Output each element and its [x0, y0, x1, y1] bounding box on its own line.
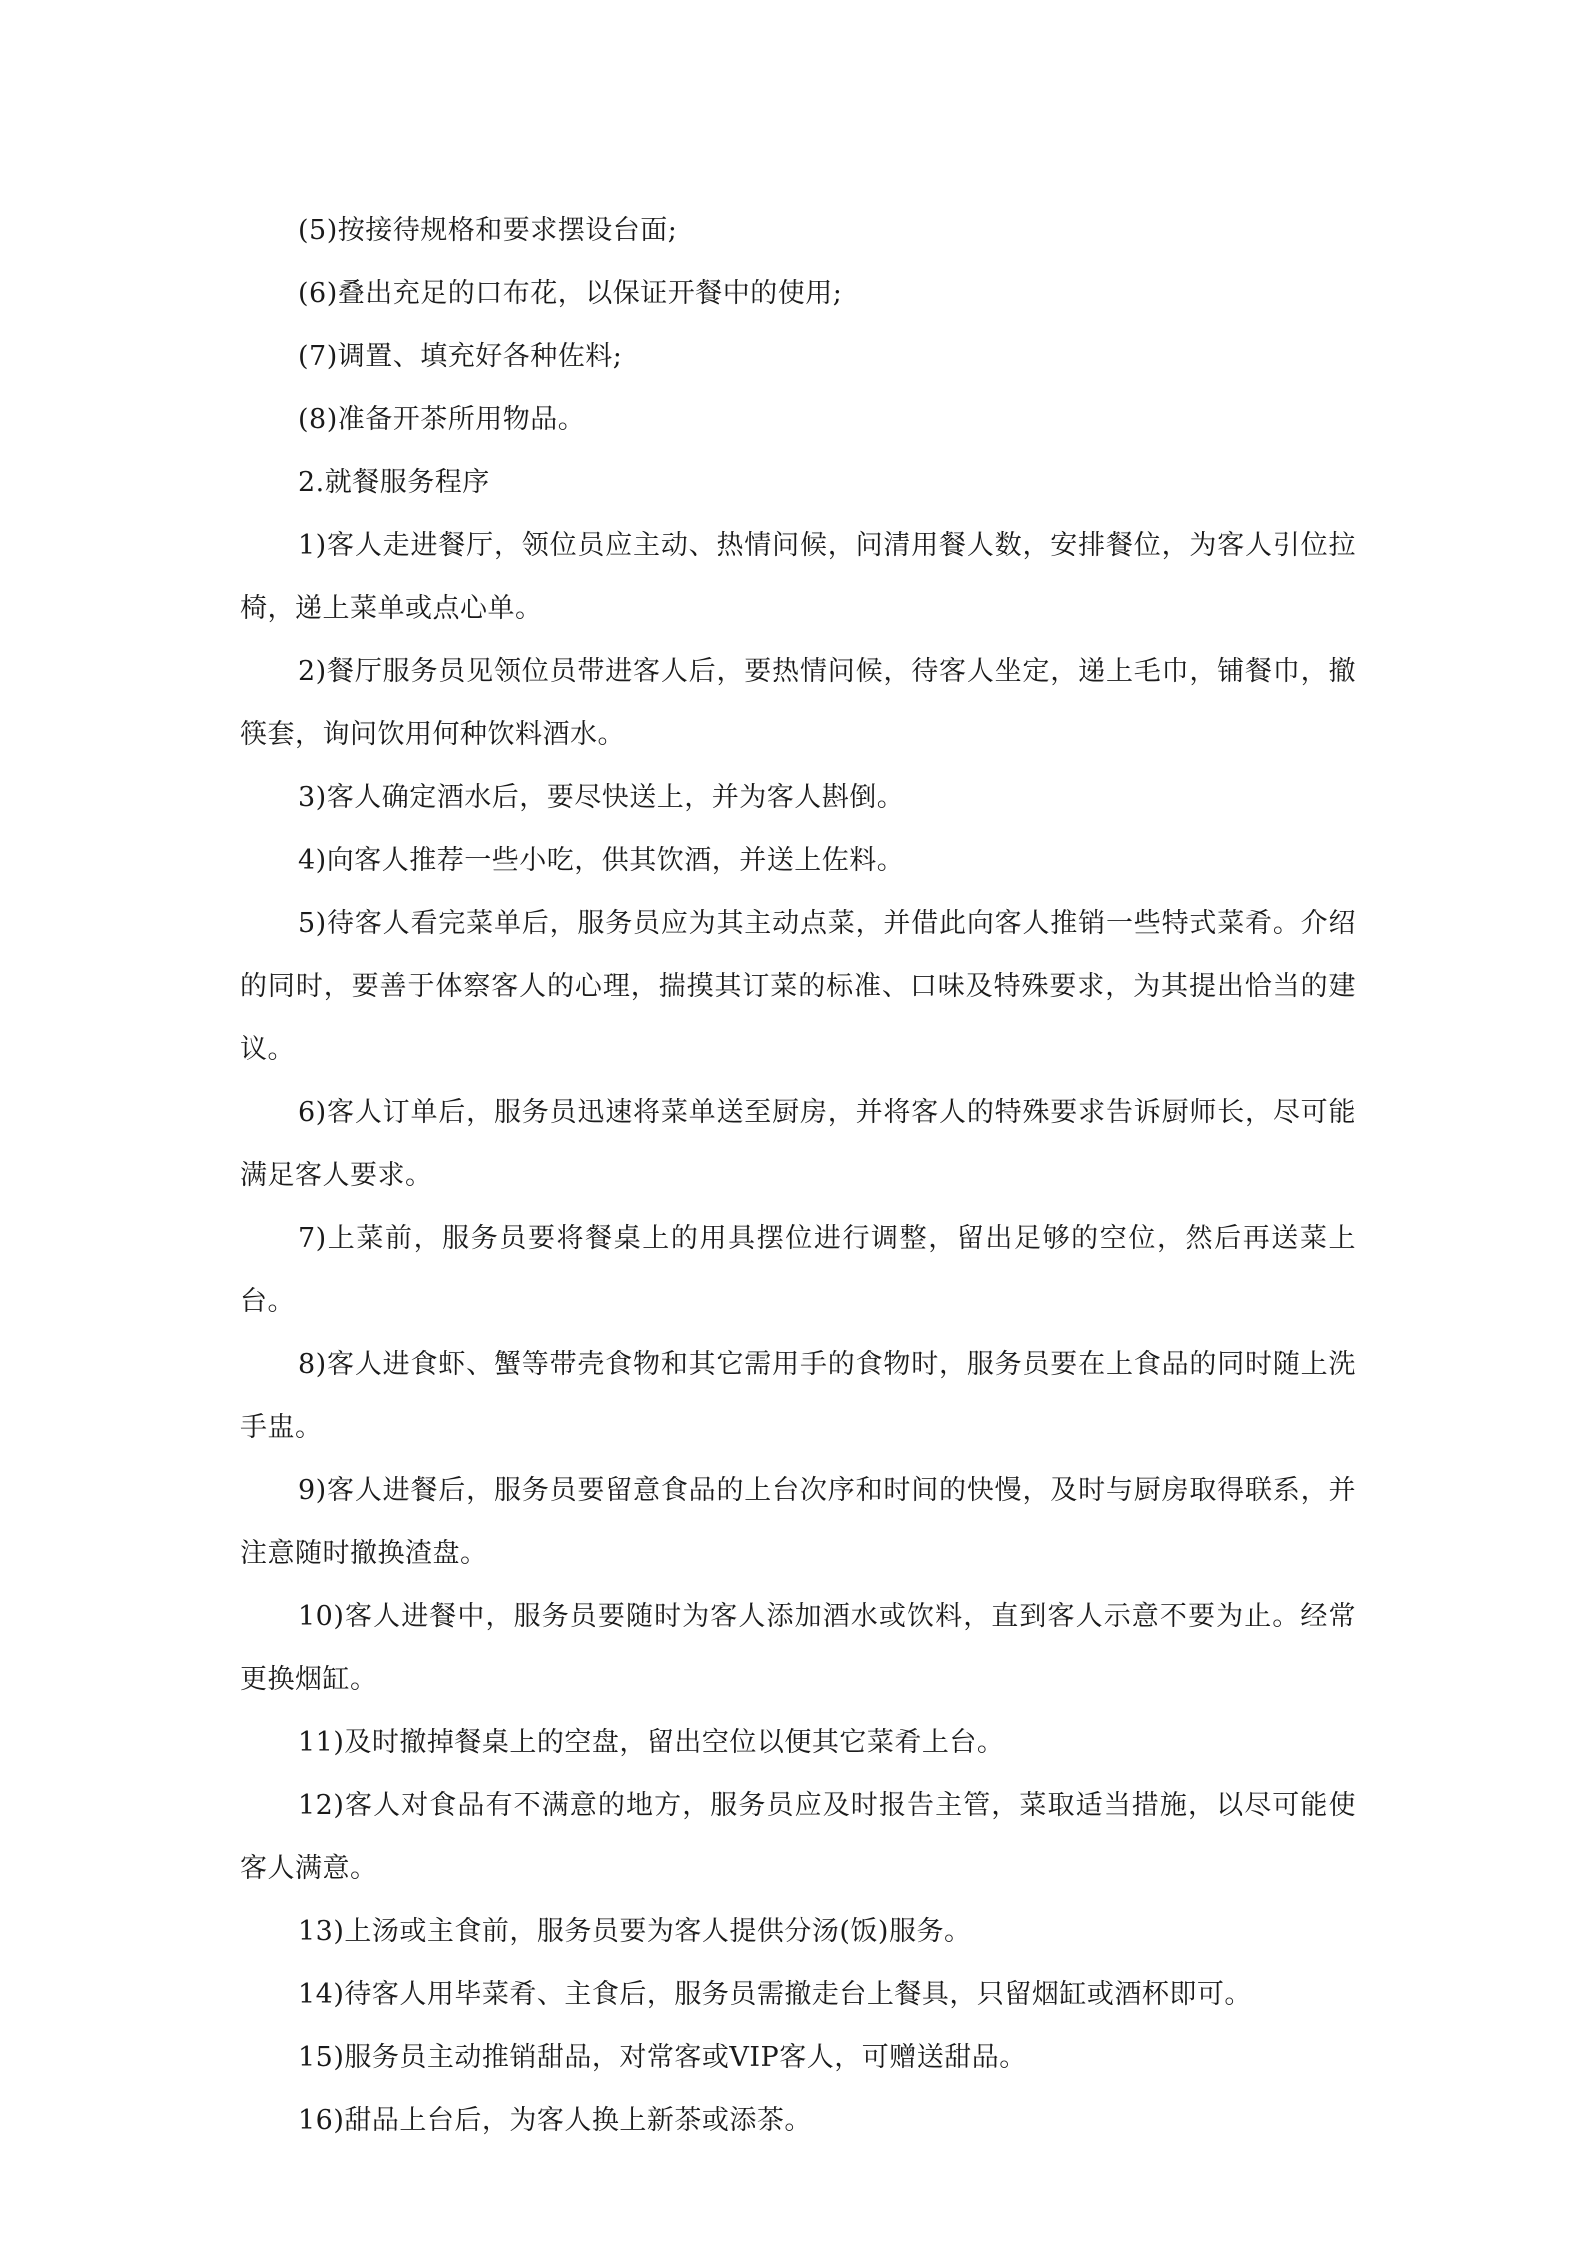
paragraph-step-6: 6)客人订单后，服务员迅速将菜单送至厨房，并将客人的特殊要求告诉厨师长，尽可能满足客人要求。 — [240, 1097, 1356, 1191]
paragraph-step-8: 8)客人进食虾、蟹等带壳食物和其它需用手的食物时，服务员要在上食品的同时随上洗手盅。 — [240, 1349, 1356, 1443]
paragraph-step-13: 13)上汤或主食前，服务员要为客人提供分汤(饭)服务。 — [298, 1916, 972, 1947]
paragraph-step-11: 11)及时撤掉餐桌上的空盘，留出空位以便其它菜肴上台。 — [298, 1727, 1005, 1758]
paragraph-item-7: (7)调置、填充好各种佐料; — [298, 341, 623, 372]
paragraph-step-5: 5)待客人看完菜单后，服务员应为其主动点菜，并借此向客人推销一些特式菜肴。介绍的同时，要善于体察客人的心理，揣摸其订菜的标准、口味及特殊要求，为其提出恰当的建议。 — [240, 908, 1356, 1065]
document-body — [240, 199, 1356, 2152]
paragraph-item-6: (6)叠出充足的口布花，以保证开餐中的使用; — [298, 278, 843, 309]
paragraph-step-12: 12)客人对食品有不满意的地方，服务员应及时报告主管，菜取适当措施，以尽可能使客人满意。 — [240, 1790, 1356, 1884]
paragraph-step-15: 15)服务员主动推销甜品，对常客或VIP客人，可赠送甜品。 — [298, 2042, 1027, 2073]
paragraph-step-14: 14)待客人用毕菜肴、主食后，服务员需撤走台上餐具，只留烟缸或酒杯即可。 — [298, 1979, 1252, 2010]
paragraph-step-4: 4)向客人推荐一些小吃，供其饮酒，并送上佐料。 — [298, 845, 905, 876]
paragraph-item-5: (5)按接待规格和要求摆设台面; — [298, 215, 678, 246]
paragraph-step-9: 9)客人进餐后，服务员要留意食品的上台次序和时间的快慢，及时与厨房取得联系，并注意随时撤换渣盘。 — [240, 1475, 1356, 1569]
paragraph-item-8: (8)准备开茶所用物品。 — [298, 404, 586, 435]
paragraph-step-7: 7)上菜前，服务员要将餐桌上的用具摆位进行调整，留出足够的空位，然后再送菜上台。 — [240, 1223, 1356, 1317]
paragraph-step-16: 16)甜品上台后，为客人换上新茶或添茶。 — [298, 2105, 812, 2136]
paragraph-step-1: 1)客人走进餐厅，领位员应主动、热情问候，问清用餐人数，安排餐位，为客人引位拉椅，递上菜单或点心单。 — [240, 530, 1356, 624]
paragraph-step-3: 3)客人确定酒水后，要尽快送上，并为客人斟倒。 — [298, 782, 905, 813]
section-heading: 2.就餐服务程序 — [298, 467, 490, 498]
paragraph-step-2: 2)餐厅服务员见领位员带进客人后，要热情问候，待客人坐定，递上毛巾，铺餐巾，撤筷套，询问饮用何种饮料酒水。 — [240, 656, 1356, 750]
paragraph-step-10: 10)客人进餐中，服务员要随时为客人添加酒水或饮料，直到客人示意不要为止。经常更换烟缸。 — [240, 1601, 1356, 1695]
